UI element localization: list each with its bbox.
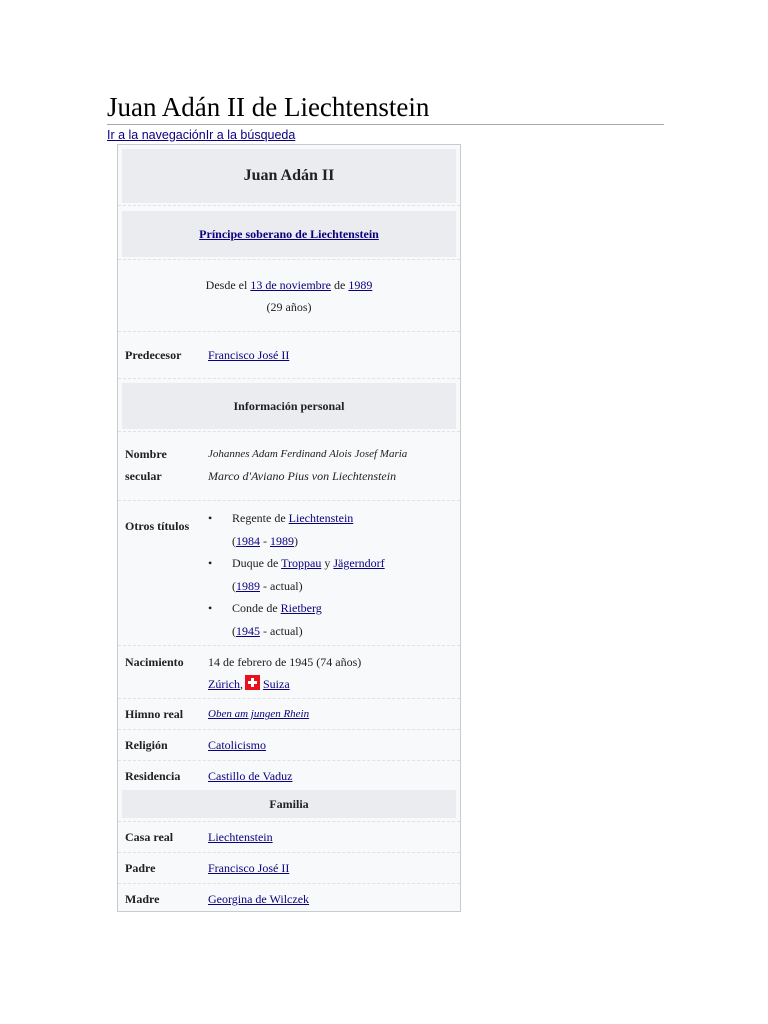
title-year-start-link[interactable]: 1989 [236,578,260,593]
reign-since-prefix: Desde el [205,278,251,292]
reign-duration: (29 años) [266,300,312,314]
father-label: Padre [125,861,156,875]
other-titles-list [208,507,454,642]
bullet-icon: • [208,556,213,570]
separator [118,205,460,206]
title-divider [107,124,664,125]
separator [118,378,460,379]
father-row [118,857,460,879]
title-paren: ) [294,533,298,548]
secular-name-line-2: Marco d'Aviano Pius von Liechtenstein [208,469,397,483]
anthem-row [118,703,460,725]
separator [118,883,460,884]
mother-row [118,888,460,910]
title-prefix: Regente de [232,511,289,525]
separator [118,645,460,646]
separator [118,852,460,853]
residence-link[interactable]: Castillo de Vaduz [208,769,293,783]
page-title: Juan Adán II de Liechtenstein [107,92,430,122]
residence-label: Residencia [125,769,181,783]
residence-row [118,765,460,787]
family-header [122,790,456,818]
title-paren: ( [232,533,236,548]
jump-to-search-link[interactable]: Ir a la búsqueda [205,128,296,142]
infobox-office-header [122,211,456,257]
bullet-icon: • [208,511,213,525]
bullet-icon: • [208,601,213,615]
title-year-rest: - actual) [260,623,303,638]
mother-label: Madre [125,892,160,906]
separator [118,331,460,332]
infobox-name: Juan Adán II [243,167,335,184]
separator [118,729,460,730]
title-year-end-link[interactable]: 1989 [270,533,294,548]
office-link[interactable]: Príncipe soberano de Liechtenstein [199,227,379,241]
secular-name-line-1: Johannes Adam Ferdinand Alois Josef Maria [208,448,408,460]
royal-house-link[interactable]: Liechtenstein [208,830,273,844]
title-paren: ( [232,578,236,593]
title-year-sep: - [260,533,270,548]
religion-link[interactable]: Catolicismo [208,738,266,752]
other-titles-label: Otros títulos [125,519,190,533]
title-link[interactable]: Rietberg [280,601,322,615]
birth-date: 14 de febrero de 1945 (74 años) [208,655,362,669]
title-year-start-link[interactable]: 1984 [236,533,260,548]
infobox [117,144,461,912]
birth-country-link[interactable]: Suiza [263,677,290,691]
personal-info-header [122,383,456,429]
secular-name-label: Nombre secular [125,447,167,483]
father-link[interactable]: Francisco José II [208,861,290,875]
anthem-link[interactable]: Oben am jungen Rhein [208,708,310,720]
predecessor-link[interactable]: Francisco José II [208,348,290,362]
predecessor-label: Predecesor [125,348,182,362]
anthem-label: Himno real [125,707,184,721]
title-link[interactable]: Liechtenstein [288,511,354,525]
jump-links [107,127,295,143]
birth-city-link[interactable]: Zúrich [208,677,240,691]
reign-start-date-link[interactable]: 13 de noviembre [250,278,331,292]
predecessor-row [118,344,460,366]
reign-since-de: de [330,278,349,292]
separator [118,431,460,432]
other-titles-row [118,507,460,642]
religion-label: Religión [125,738,168,752]
birth-row: Nacimiento 14 de febrero de 1945 (74 años) Zúrich, Suiza [118,651,460,695]
separator [118,760,460,761]
title-paren: ( [232,623,236,638]
secular-name-row [118,443,460,487]
title-link[interactable]: Troppau [281,556,322,570]
title-link-2[interactable]: Jägerndorf [333,556,385,570]
separator [118,821,460,822]
reign-since-row [118,274,460,318]
title-year-start-link[interactable]: 1945 [236,623,260,638]
reign-start-year-link[interactable]: 1989 [348,278,373,292]
title-prefix: Conde de [232,601,281,615]
separator [118,259,460,260]
separator [118,698,460,699]
title-prefix: Duque de [232,556,282,570]
jump-to-navigation-link[interactable]: Ir a la navegación [107,128,206,142]
birth-label: Nacimiento [125,655,184,669]
list-item [208,507,454,552]
family-title: Familia [269,797,309,811]
reign-since-line [118,274,460,296]
personal-info-title: Información personal [233,399,345,413]
royal-house-label: Casa real [125,830,174,844]
list-item [208,597,454,642]
separator [118,500,460,501]
religion-row [118,734,460,756]
switzerland-flag-icon [245,675,260,690]
infobox-name-header [122,149,456,203]
royal-house-row [118,826,460,848]
list-item [208,552,454,597]
mother-link[interactable]: Georgina de Wilczek [208,892,310,906]
title-year-rest: - actual) [260,578,303,593]
title-conjunction: y [321,556,334,570]
